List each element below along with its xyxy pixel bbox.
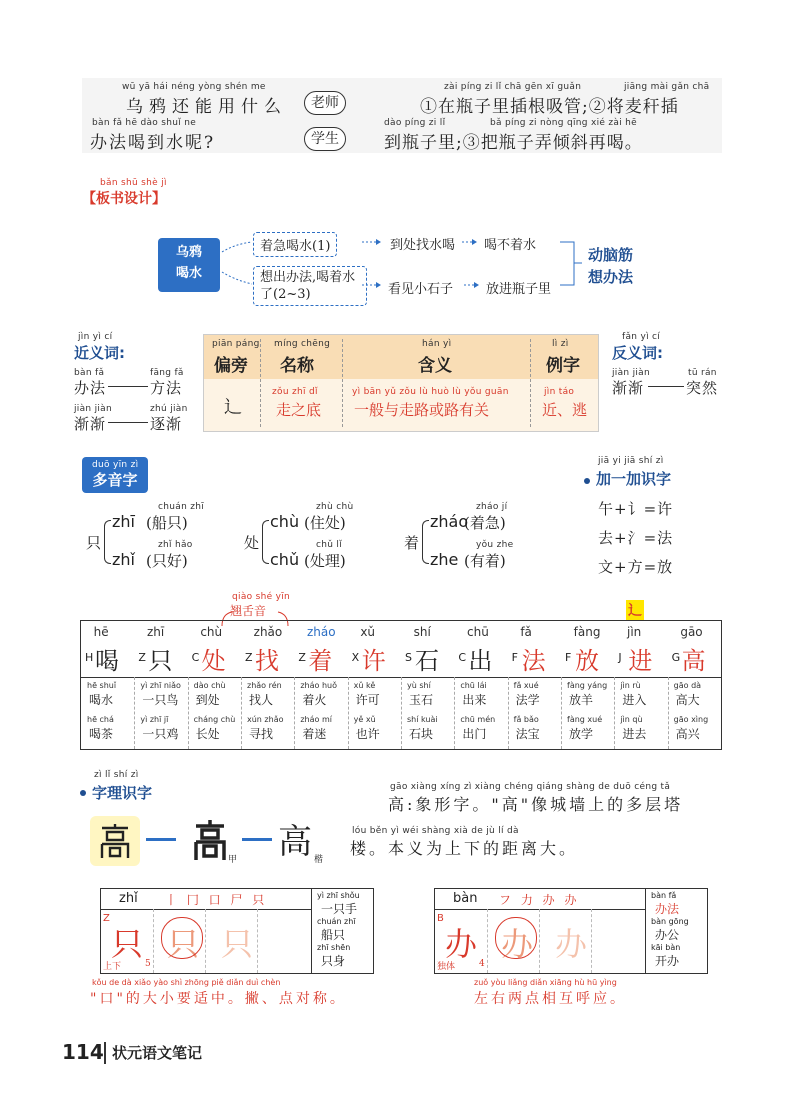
etymology-line1-pinyin: gāo xiàng xíng zì xiàng chéng qiáng shàng de duō céng tǎ xyxy=(390,782,671,792)
evo-label-kaishu: 楷 xyxy=(314,855,324,865)
char-word1: 法学 xyxy=(515,693,540,707)
writing-word-pinyin: zhī shēn xyxy=(317,943,351,952)
char-word2-pinyin: chū mén xyxy=(460,715,496,724)
oracle-gao-2-icon xyxy=(190,818,230,864)
char-pinyin: zháo xyxy=(307,625,336,639)
oracle-glyph-box xyxy=(90,816,140,866)
char-word1: 放羊 xyxy=(569,693,594,707)
char-letter: Z xyxy=(298,651,306,664)
char-word2-pinyin: yě xǔ xyxy=(353,715,376,724)
synonym2-word2: 逐渐 xyxy=(150,415,183,433)
char-word2: 高兴 xyxy=(675,727,700,741)
writing-structure: 上下 xyxy=(103,962,122,972)
right-line1: ①在瓶子里插根吸管;②将麦秆插 xyxy=(420,97,679,117)
board-row2-step2: 看见小石子 xyxy=(388,282,454,297)
oracle-gao-icon xyxy=(90,816,140,866)
writing-tip: 左右两点相互呼应。 xyxy=(474,991,627,1007)
char-col-divider xyxy=(561,677,562,749)
board-row2-step1: 想出办法,喝着水了(2~3) xyxy=(253,266,367,306)
polyphone-word-pinyin: chuán zhī xyxy=(158,502,205,512)
writing-header-line xyxy=(101,909,311,910)
radical-meaning: 一般与走路或路有关 xyxy=(354,401,490,419)
char-word2-pinyin: xún zhǎo xyxy=(247,715,284,724)
char-word2-pinyin: hē chá xyxy=(87,715,114,724)
char-word1: 出来 xyxy=(462,693,487,707)
board-row1-step2: 到处找水喝 xyxy=(390,238,456,253)
char-word2: 石块 xyxy=(409,727,434,741)
evo-arrow-1 xyxy=(146,838,176,841)
writing-tip: "口"的大小要适中。撇、点对称。 xyxy=(90,991,347,1007)
radical-example-py: jìn táo xyxy=(544,387,575,397)
char-word1-pinyin: hē shuǐ xyxy=(87,681,117,690)
writing-stroke-order: 丨 冂 口 尸 只 xyxy=(165,893,268,907)
board-right-label-2: 想办法 xyxy=(588,268,634,286)
writing-word: 办法 xyxy=(655,902,680,916)
writing-word-pinyin: kāi bàn xyxy=(651,943,681,952)
writing-word: 办公 xyxy=(655,928,680,942)
add-one-item-2: 去+氵=法 xyxy=(598,529,674,547)
char-pinyin: jìn xyxy=(627,625,642,639)
char-letter: X xyxy=(351,651,360,664)
writing-structure: 独体 xyxy=(437,962,456,972)
board-row2-step3: 放进瓶子里 xyxy=(486,282,552,297)
char-word1: 进入 xyxy=(622,693,647,707)
char-letter: J xyxy=(618,651,622,664)
char-col-divider xyxy=(241,677,242,749)
char-glyph: 只 xyxy=(148,647,173,675)
synonym1-word2: 方法 xyxy=(150,379,183,397)
char-col-divider xyxy=(134,677,135,749)
writing-stroke-order: フ 力 办 办 xyxy=(499,893,580,907)
polyphone-word-pinyin: zhù chù xyxy=(316,502,354,512)
writing-pinyin: bàn xyxy=(453,891,478,906)
polyphone-word-pinyin: yǒu zhe xyxy=(476,540,514,550)
radical-name: 走之底 xyxy=(276,401,322,419)
etymology-bullet xyxy=(80,790,86,796)
radical-meaning-py: yì bān yǔ zǒu lù huò lù yǒu guān xyxy=(352,387,509,397)
header-radical: 偏旁 xyxy=(214,356,248,376)
evo-kaishu-char: 高 xyxy=(278,822,312,862)
antonym-word2: 突然 xyxy=(686,379,719,397)
char-word1-pinyin: fàng yáng xyxy=(567,681,608,690)
polyphone-word: (住处) xyxy=(304,514,346,532)
writing-char-model: 办 xyxy=(445,925,478,963)
evo-label-oracle: 甲 xyxy=(228,855,238,865)
right-line2: 到瓶子里;③把瓶子弄倾斜再喝。 xyxy=(384,133,643,153)
polyphone-word: (船只) xyxy=(146,514,188,532)
char-word2: 也许 xyxy=(355,727,380,741)
char-glyph: 着 xyxy=(308,647,333,675)
char-word2: 着迷 xyxy=(302,727,327,741)
retroflex-note: 翘舌音 xyxy=(230,604,267,618)
char-col-divider xyxy=(614,677,615,749)
left-line2-pinyin: bàn fǎ hē dào shuǐ ne xyxy=(92,118,197,128)
char-word2-pinyin: yì zhī jī xyxy=(140,715,169,724)
radical-mark: 辶 xyxy=(626,600,644,620)
char-word1: 玉石 xyxy=(409,693,434,707)
antonym-py1: jiàn jiàn xyxy=(612,368,651,378)
char-pinyin: hē xyxy=(93,625,109,639)
left-line2: 办法喝到水呢? xyxy=(90,133,216,153)
writing-char-model: 只 xyxy=(111,925,144,963)
writing-grid-line xyxy=(153,909,154,973)
char-pinyin: xǔ xyxy=(360,625,376,639)
char-glyph: 石 xyxy=(415,647,439,675)
board-title-pinyin: bǎn shū shè jì xyxy=(100,178,167,188)
char-glyph: 放 xyxy=(575,647,599,675)
char-glyph: 出 xyxy=(468,647,493,675)
char-word2: 法宝 xyxy=(515,727,540,741)
char-pinyin: zhǎo xyxy=(253,625,283,639)
writing-word: 一只手 xyxy=(321,902,358,916)
char-letter: G xyxy=(671,651,681,664)
char-pinyin: zhī xyxy=(147,625,165,639)
writing-tip-pinyin: kǒu de dà xiǎo yào shì zhōng piě diǎn duì chèn xyxy=(92,978,281,987)
char-word1: 找人 xyxy=(249,693,274,707)
polyphone-char: 着 xyxy=(404,534,421,552)
char-glyph: 进 xyxy=(628,647,653,675)
writing-trace-circle xyxy=(495,917,537,959)
antonym-title-pinyin: fǎn yì cí xyxy=(622,332,661,342)
char-col-divider xyxy=(294,677,295,749)
page-number: 114 xyxy=(62,1040,104,1064)
char-glyph: 喝 xyxy=(95,647,119,675)
char-table xyxy=(80,620,722,750)
evo-arrow-2 xyxy=(242,838,272,841)
writing-word-pinyin: yì zhī shǒu xyxy=(317,891,360,900)
char-word2: 长处 xyxy=(195,727,220,741)
char-col-divider xyxy=(348,677,349,749)
antonym-title: 反义词: xyxy=(612,344,663,362)
header-example: 例字 xyxy=(546,356,580,376)
writing-trace-circle xyxy=(161,917,203,959)
polyphone-word-pinyin: zháo jí xyxy=(476,502,508,512)
etymology-line2-pinyin: lóu běn yì wéi shàng xià de jù lí dà xyxy=(352,826,519,836)
polyphone-reading: zhe xyxy=(430,550,459,569)
writing-char-light: 只 xyxy=(221,925,254,963)
char-word2: 出门 xyxy=(462,727,487,741)
char-word1-pinyin: chū lái xyxy=(460,681,487,690)
header-name-py: míng chēng xyxy=(274,339,331,349)
header-name: 名称 xyxy=(280,356,314,376)
char-word1: 高大 xyxy=(675,693,700,707)
char-word2-pinyin: zháo mí xyxy=(300,715,332,724)
char-word2: 寻找 xyxy=(249,727,274,741)
board-title: 【板书设计】 xyxy=(82,191,166,207)
char-word2-pinyin: gāo xìng xyxy=(673,715,709,724)
add-one-item-3: 文+方=放 xyxy=(598,558,674,576)
left-line1: 乌鸦还能用什么 xyxy=(126,97,287,117)
writing-words-divider xyxy=(311,889,312,973)
student-label: 学生 xyxy=(304,127,346,151)
char-word2-pinyin: shí kuài xyxy=(407,715,438,724)
polyphone-word: (着急) xyxy=(464,514,506,532)
right-line1-pinyin: zài píng zi lǐ chā gēn xī guǎn xyxy=(444,82,582,92)
char-word2: 进去 xyxy=(622,727,647,741)
writing-grid-line xyxy=(539,909,540,973)
radical-char: 辶 xyxy=(224,397,242,418)
writing-grid-line xyxy=(591,909,592,973)
polyphone-reading: zhǐ xyxy=(112,550,135,569)
char-word1-pinyin: dào chù xyxy=(193,681,226,690)
board-right-label-1: 动脑筋 xyxy=(588,246,634,264)
char-pinyin: chù xyxy=(200,625,223,639)
synonym-title-pinyin: jìn yì cí xyxy=(78,332,113,342)
writing-char-trace: 只 xyxy=(167,925,200,963)
writing-grid-line xyxy=(487,909,488,973)
char-word2: 喝茶 xyxy=(89,727,114,741)
polyphone-word-pinyin: zhǐ hǎo xyxy=(158,540,193,550)
char-word2-pinyin: fǎ bǎo xyxy=(513,715,539,724)
char-glyph: 找 xyxy=(255,647,279,675)
char-letter: C xyxy=(191,651,200,664)
polyphone-reading: chù xyxy=(270,512,300,531)
writing-stroke-count: 5 xyxy=(145,959,151,969)
char-letter: F xyxy=(511,651,518,664)
char-word1: 许可 xyxy=(355,693,380,707)
synonym-title: 近义词: xyxy=(74,344,125,362)
left-line1-pinyin: wū yā hái néng yòng shén me xyxy=(122,82,266,92)
board-row1-step3: 喝不着水 xyxy=(484,238,537,253)
writing-char-light: 办 xyxy=(555,925,588,963)
char-glyph: 法 xyxy=(521,647,546,675)
polyphone-char: 处 xyxy=(244,534,261,552)
char-word2-pinyin: fàng xué xyxy=(567,715,603,724)
writing-letter: B xyxy=(437,913,444,924)
writing-grid-line xyxy=(205,909,206,973)
char-word2-pinyin: jìn qù xyxy=(620,715,643,724)
header-radical-py: piān páng xyxy=(212,339,260,349)
char-col-divider xyxy=(508,677,509,749)
synonym1-py1: bàn fǎ xyxy=(74,368,105,378)
char-pinyin: fǎ xyxy=(520,625,532,639)
char-letter: Z xyxy=(138,651,146,664)
writing-word: 只身 xyxy=(321,954,346,968)
char-letter: H xyxy=(85,651,94,664)
char-col-divider xyxy=(668,677,669,749)
synonym1-py2: fāng fǎ xyxy=(150,368,184,378)
char-pinyin: gāo xyxy=(680,625,703,639)
polyphone-word: (处理) xyxy=(304,552,346,570)
char-pinyin: shí xyxy=(413,625,431,639)
polyphone-reading: chǔ xyxy=(270,550,300,569)
char-word1: 一只鸟 xyxy=(142,693,179,707)
char-word1-pinyin: xǔ kě xyxy=(353,681,376,690)
char-col-divider xyxy=(401,677,402,749)
polyphone-char: 只 xyxy=(86,534,103,552)
polyphone-reading: zhī xyxy=(112,512,135,531)
char-letter: Z xyxy=(245,651,253,664)
etymology-title-pinyin: zì lǐ shí zì xyxy=(94,770,139,780)
antonym-py2: tū rán xyxy=(688,368,717,378)
char-word1-pinyin: zhǎo rén xyxy=(247,681,282,690)
board-left-label-1: 乌鸦 xyxy=(175,245,202,260)
writing-word-pinyin: bàn fǎ xyxy=(651,891,677,900)
char-word2: 一只鸡 xyxy=(142,727,179,741)
add-one-title: 加一加识字 xyxy=(596,470,672,488)
book-title: 状元语文笔记 xyxy=(112,1044,203,1062)
right-line2-pinyin-b: bǎ píng zi nòng qīng xié zài hē xyxy=(490,118,638,128)
char-word1-pinyin: fǎ xué xyxy=(513,681,539,690)
right-line1-pinyin-b: jiāng mài gǎn chā xyxy=(624,82,710,92)
char-word1-pinyin: gāo dà xyxy=(673,681,702,690)
add-one-item-1: 午+讠=许 xyxy=(598,500,674,518)
polyphone-word-pinyin: chǔ lǐ xyxy=(316,540,343,550)
writing-word: 船只 xyxy=(321,928,346,942)
writing-stroke-count: 4 xyxy=(479,959,485,969)
writing-box xyxy=(100,888,374,974)
polyphone-title: 多音字 xyxy=(82,457,148,493)
char-word1-pinyin: yì zhī niǎo xyxy=(140,681,181,690)
retroflex-note-pinyin: qiào shé yīn xyxy=(232,592,291,602)
writing-word: 开办 xyxy=(655,954,680,968)
char-word1: 喝水 xyxy=(89,693,114,707)
char-pinyin: fàng xyxy=(573,625,601,639)
char-pinyin: chū xyxy=(467,625,489,639)
char-word1: 到处 xyxy=(195,693,220,707)
writing-char-trace: 办 xyxy=(501,925,534,963)
header-meaning-py: hán yì xyxy=(422,339,452,349)
char-col-divider xyxy=(454,677,455,749)
synonym2-py1: jiàn jiàn xyxy=(74,404,113,414)
char-word1: 着火 xyxy=(302,693,327,707)
char-word2-pinyin: cháng chù xyxy=(193,715,236,724)
char-glyph: 许 xyxy=(361,647,386,675)
add-one-title-pinyin: jiā yi jiā shí zì xyxy=(598,456,664,466)
char-letter: C xyxy=(458,651,467,664)
synonym2-word1: 渐渐 xyxy=(74,415,107,433)
polyphone-word: (有着) xyxy=(464,552,506,570)
writing-box xyxy=(434,888,708,974)
writing-pinyin: zhǐ xyxy=(119,891,138,906)
writing-tip-pinyin: zuǒ yòu liǎng diǎn xiāng hù hū yìng xyxy=(474,978,617,987)
antonym-word1: 渐渐 xyxy=(612,379,645,397)
writing-word-pinyin: bàn gōng xyxy=(651,917,689,926)
char-word1-pinyin: yù shí xyxy=(407,681,431,690)
synonym2-py2: zhú jiàn xyxy=(150,404,188,414)
char-letter: F xyxy=(565,651,572,664)
right-line2-pinyin: dào píng zi lǐ xyxy=(384,118,446,128)
etymology-line1: 高:象形字。"高"像城墙上的多层塔 xyxy=(388,795,684,814)
board-row1-step1: 着急喝水(1) xyxy=(253,232,337,257)
polyphone-title-pinyin: duō yīn zì xyxy=(92,460,139,470)
writing-words-divider xyxy=(645,889,646,973)
header-example-py: lì zì xyxy=(552,339,569,349)
polyphone-word: (只好) xyxy=(146,552,188,570)
char-word2: 放学 xyxy=(569,727,594,741)
writing-header-line xyxy=(435,909,645,910)
etymology-line2: 楼。本义为上下的距离大。 xyxy=(350,839,579,858)
polyphone-reading: zháo xyxy=(430,512,469,531)
char-glyph: 处 xyxy=(201,647,226,675)
radical-example: 近、逃 xyxy=(542,401,588,419)
board-left-label-2: 喝水 xyxy=(175,266,202,281)
char-letter: S xyxy=(405,651,412,664)
char-word1-pinyin: jìn rù xyxy=(620,681,641,690)
char-glyph: 高 xyxy=(681,647,706,675)
radical-name-py: zǒu zhī dǐ xyxy=(272,387,318,397)
writing-word-pinyin: chuán zhī xyxy=(317,917,356,926)
header-meaning: 含义 xyxy=(418,356,452,376)
footer-divider xyxy=(104,1042,106,1064)
synonym1-word1: 办法 xyxy=(74,379,107,397)
etymology-title: 字理识字 xyxy=(92,784,153,802)
writing-grid-line xyxy=(257,909,258,973)
char-word1-pinyin: zháo huǒ xyxy=(300,681,337,690)
teacher-label: 老师 xyxy=(304,91,346,115)
char-col-divider xyxy=(188,677,189,749)
writing-letter: Z xyxy=(103,913,110,924)
